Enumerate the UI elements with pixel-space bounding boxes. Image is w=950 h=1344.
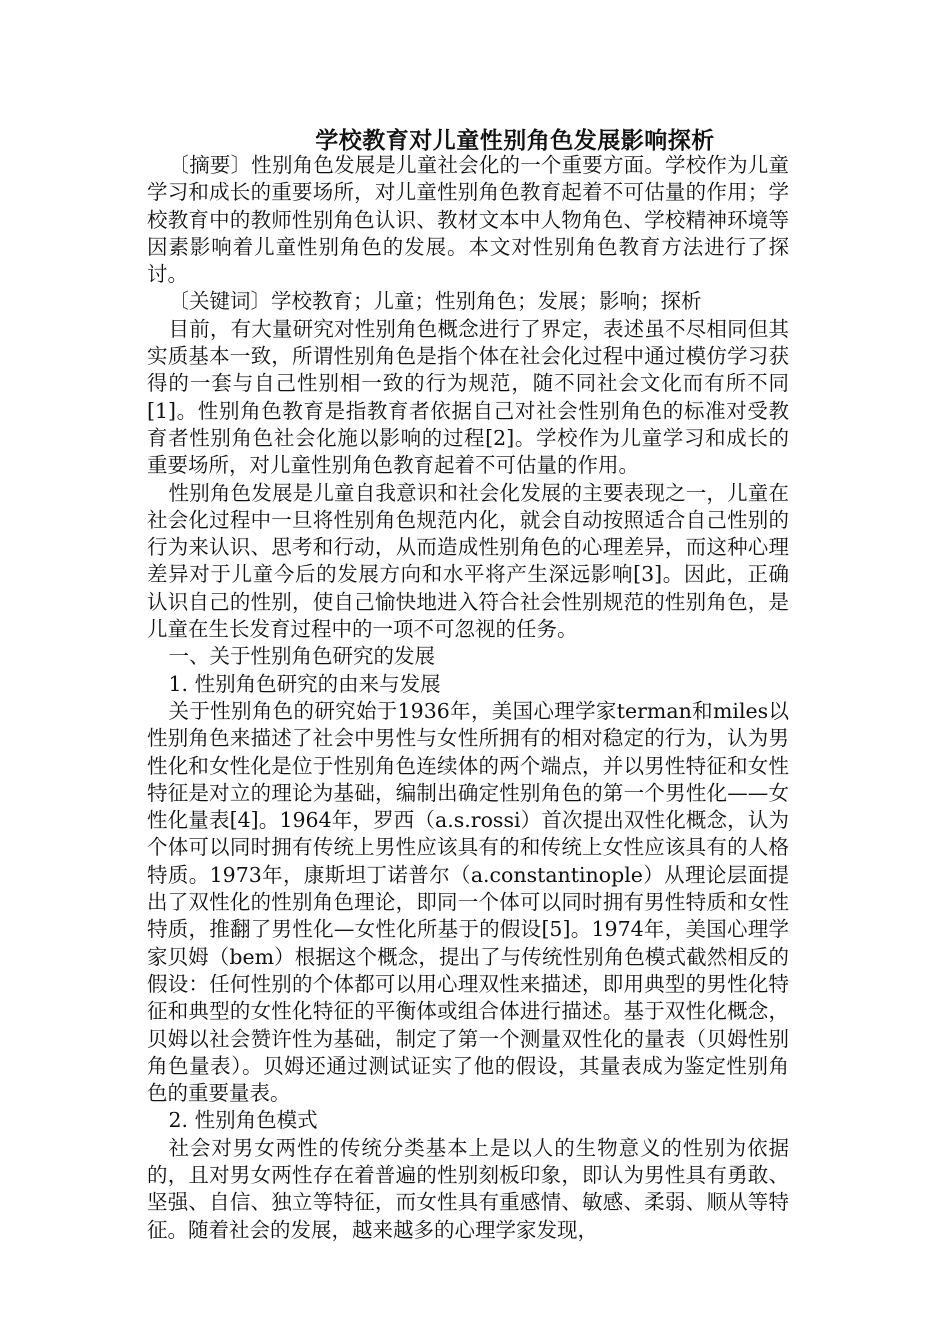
section-heading: 一、关于性别角色研究的发展 xyxy=(168,644,436,669)
subsection-heading: 1. 性别角色研究的由来与发展 xyxy=(168,671,441,696)
body-paragraph: 关于性别角色的研究始于1936年，美国心理学家terman和miles以性别角色来描述了社会中男性与女性所拥有的相对稳定的行为，认为男性化和女性化是位于性别角色连续体的两个端点，并以男性特征和女性特征是对立的理论为基础，编制出确定性别角色的第一个男性化——女性化量表[4]。1964年，罗西（a.s.rossi）首次提出双性化概念，认为个体可以同时拥有传统上男性应该具有的和传统上女性应该具有的人格特质。1973年，康斯坦丁诺普尔（a.constantinople）从理论层面提出了双性化的性别角色理论，即同一个体可以同时拥有男性特质和女性特质，推翻了男性化—女性化所基于的假设[5]。1974年，美国心理学家贝姆（bem）根据这个概念，提出了与传统性别角色模式截然相反的假设：任何性别的个体都可以用心理双性来描述，即用典型的男性化特征和典型的女性化特征的平衡体或组合体进行描述。基于双性化概念，贝姆以社会赞许性为基础，制定了第一个测量双性化的量表（贝姆性别角色量表）。贝姆还通过测试证实了他的假设，其量表成为鉴定性别角色的重要量表。 xyxy=(147,698,789,1106)
body-paragraph: 社会对男女两性的传统分类基本上是以人的生物意义的性别为依据的，且对男女两性存在着普遍的性别刻板印象，即认为男性具有勇敢、坚强、自信、独立等特征，而女性具有重感情、敏感、柔弱、顺从等特征。随着社会的发展，越来越多的心理学家发现， xyxy=(147,1135,789,1242)
body-paragraph: 目前，有大量研究对性别角色概念进行了界定，表述虽不尽相同但其实质基本一致，所谓性别角色是指个体在社会化过程中通过模仿学习获得的一套与自己性别相一致的行为规范，随不同社会文化而有所不同[1]。性别角色教育是指教育者依据自己对社会性别角色的标准对受教育者性别角色社会化施以影响的过程[2]。学校作为儿童学习和成长的重要场所，对儿童性别角色教育起着不可估量的作用。 xyxy=(147,316,789,478)
abstract-paragraph: 〔摘要〕性别角色发展是儿童社会化的一个重要方面。学校作为儿童学习和成长的重要场所，对儿童性别角色教育起着不可估量的作用；学校教育中的教师性别角色认识、教材文本中人物角色、学校精神环境等因素影响着儿童性别角色的发展。本文对性别角色教育方法进行了探讨。 xyxy=(147,153,789,287)
keywords-paragraph: 〔关键词〕学校教育；儿童；性别角色；发展；影响；探析 xyxy=(168,289,702,314)
document-title: 学校教育对儿童性别角色发展影响探析 xyxy=(315,128,715,154)
subsection-heading: 2. 性别角色模式 xyxy=(168,1108,318,1133)
body-paragraph: 性别角色发展是儿童自我意识和社会化发展的主要表现之一，儿童在社会化过程中一旦将性别角色规范内化，就会自动按照适合自己性别的行为来认识、思考和行动，从而造成性别角色的心理差异，而这种心理差异对于儿童今后的发展方向和水平将产生深远影响[3]。因此，正确认识自己的性别，使自己愉快地进入符合社会性别规范的性别角色，是儿童在生长发育过程中的一项不可忽视的任务。 xyxy=(147,480,789,642)
document-body xyxy=(147,152,789,1244)
